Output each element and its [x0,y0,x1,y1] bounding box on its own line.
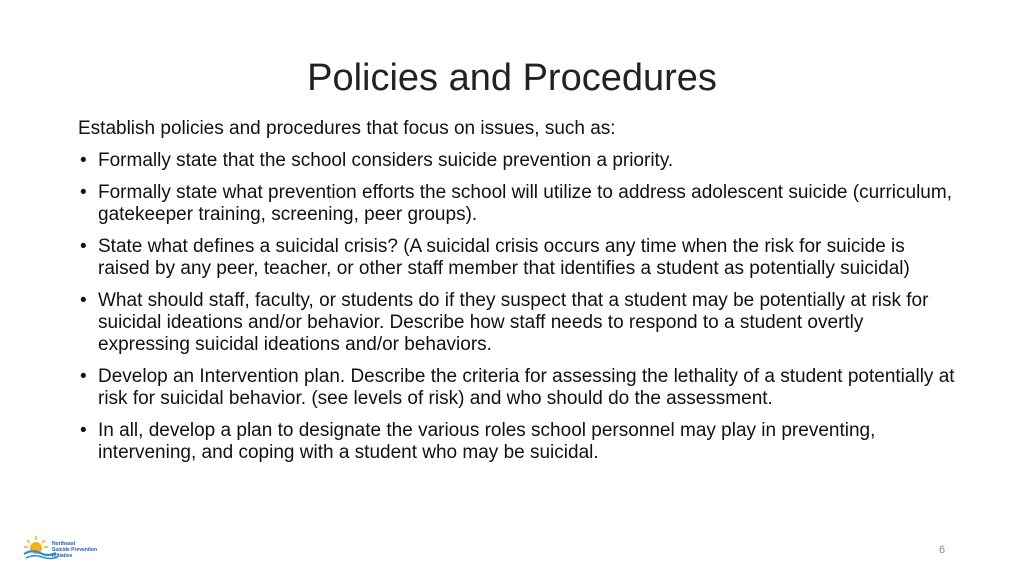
bullet-icon: • [80,290,87,311]
page-number: 6 [938,544,946,556]
list-item [78,290,958,356]
logo-line: Initiative [52,553,73,559]
intro-text: Establish policies and procedures that focus on issues, such as: [78,118,616,139]
bullet-text: Formally state what prevention efforts the school will utilize to address adolescent suicide (curriculum, gatekeeper training, screening, peer groups). [98,182,952,225]
bullet-icon: • [80,150,87,171]
list-item [78,182,958,226]
bullet-icon: • [80,420,87,441]
bullet-text: Formally state that the school considers suicide prevention a priority. [98,150,674,171]
slide-title: Policies and Procedures [307,57,717,99]
bullet-list [78,150,958,464]
list-item [78,150,958,172]
bullet-icon: • [80,182,87,203]
bullet-text: In all, develop a plan to designate the various roles school personnel may play in preventing, intervening, and coping with a student who may be suicidal. [98,420,876,463]
bullet-text: State what defines a suicidal crisis? (A suicidal crisis occurs any time when the risk for suicide is raised by any peer, teacher, or other staff member that identifies a student as potentially suicidal) [98,236,910,279]
logo-line: Northeast [52,541,76,547]
bullet-text: Develop an Intervention plan. Describe the criteria for assessing the lethality of a student potentially at risk for suicidal behavior. (see levels of risk) and who should do the assessment. [98,366,955,409]
list-item [78,420,958,464]
list-item [78,236,958,280]
slide-body [78,118,958,474]
list-item [78,366,958,410]
logo-text [52,541,112,559]
bullet-icon: • [80,236,87,257]
logo-line: Suicide Prevention [52,547,98,553]
bullet-icon: • [80,366,87,387]
bullet-text: What should staff, faculty, or students do if they suspect that a student may be potentially at risk for suicidal ideations and/or behavior. Describe how staff needs to respond to a student overtly expressing suicidal ideations and/or behaviors. [98,290,929,355]
